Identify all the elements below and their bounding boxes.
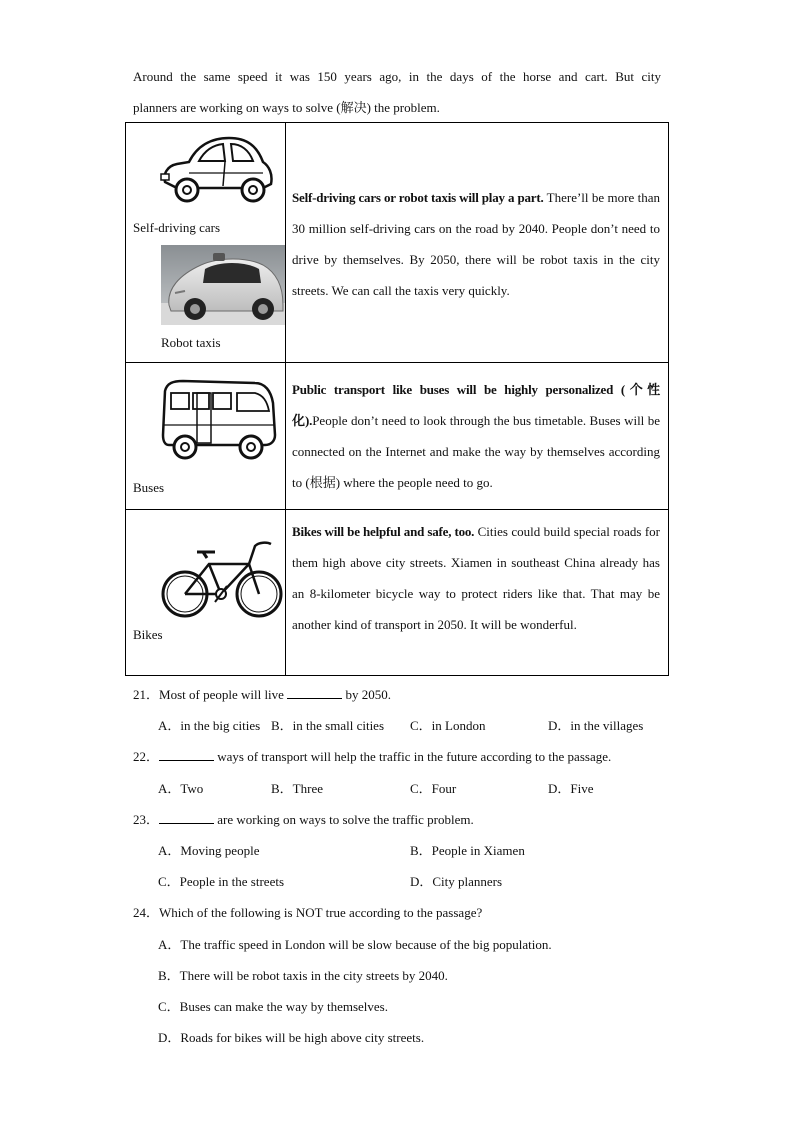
intro-paragraph [133, 61, 661, 123]
question-22 [133, 746, 611, 765]
option-21-d[interactable]: D．in the villages [548, 718, 644, 733]
text-cell-cars [286, 123, 669, 363]
table-row-bikes [126, 510, 669, 676]
option-21-c[interactable]: C．in London [410, 718, 486, 733]
bikes-topic-sentence: Bikes will be helpful and safe, too. [292, 524, 475, 539]
option-23-d[interactable]: D．City planners [410, 874, 503, 889]
option-24-a[interactable]: A．The traffic speed in London will be slow because of the big population. [158, 937, 552, 952]
question-text-tail: ways of transport will help the traffic in the future according to the passage. [214, 749, 612, 764]
answer-blank[interactable] [287, 686, 342, 699]
label-buses: Buses [133, 480, 165, 495]
question-number: 21． [133, 687, 160, 702]
answer-blank[interactable] [159, 748, 214, 761]
question-23 [133, 809, 474, 828]
text-cell-bikes [286, 510, 669, 676]
pic-cell-bikes [126, 510, 286, 676]
option-22-c[interactable]: C．Four [410, 781, 457, 796]
label-robot-taxis: Robot taxis [161, 335, 221, 350]
cars-paragraph [292, 182, 660, 306]
bike-drawing-image [159, 536, 285, 620]
bikes-paragraph [292, 516, 660, 640]
option-23-b[interactable]: B．People in Xiamen [410, 843, 525, 858]
question-text: Most of people will live [159, 687, 288, 702]
label-bikes: Bikes [133, 627, 163, 642]
option-21-a[interactable]: A．in the big cities [158, 718, 261, 733]
reading-table [125, 122, 669, 676]
text-cell-buses [286, 363, 669, 510]
option-24-c[interactable]: C．Buses can make the way by themselves. [158, 999, 388, 1014]
option-21-b[interactable]: B．in the small cities [271, 718, 385, 733]
option-24-b[interactable]: B．There will be robot taxis in the city streets by 2040. [158, 968, 448, 983]
question-text-tail: by 2050. [342, 687, 391, 702]
answer-blank[interactable] [159, 811, 214, 824]
option-22-a[interactable]: A．Two [158, 781, 204, 796]
bus-drawing-image [159, 375, 277, 463]
question-24 [133, 902, 482, 921]
table-row-cars [126, 123, 669, 363]
bikes-body-text: Cities could build special roads for them high above city streets. Xiamen in southeast China already has an 8-kilometer bicycle way to protect riders like that. That may be another kind of transport in 2050. It will be wonderful. [292, 524, 660, 632]
pic-cell-cars [126, 123, 286, 363]
label-self-driving-cars: Self-driving cars [133, 220, 221, 235]
question-text: Which of the following is NOT true according to the passage? [159, 905, 483, 920]
car-drawing-image [159, 128, 275, 208]
pic-cell-buses [126, 363, 286, 510]
question-number: 23． [133, 812, 160, 827]
buses-paragraph [292, 374, 660, 498]
option-22-d[interactable]: D．Five [548, 781, 594, 796]
robot-taxi-photo [161, 245, 285, 325]
cars-body-text: There’ll be more than 30 million self-driving cars on the road by 2040. People don’t need to drive by themselves. By 2050, there will be robot taxis in the city streets. We can call the taxis very quickly. [292, 190, 660, 298]
question-21 [133, 684, 391, 703]
intro-line-1: Around the same speed it was 150 years ago, in the days of the horse and cart. But city [133, 69, 661, 84]
option-23-c[interactable]: C．People in the streets [158, 874, 285, 889]
buses-body-text: People don’t need to look through the bus timetable. Buses will be connected on the Internet and make the way by themselves according to (根据) where the people need to go. [292, 413, 661, 490]
option-22-b[interactable]: B．Three [271, 781, 323, 796]
question-number: 22． [133, 749, 160, 764]
cars-topic-sentence: Self-driving cars or robot taxis will play a part. [292, 190, 544, 205]
table-row-buses [126, 363, 669, 510]
question-text-tail: are working on ways to solve the traffic problem. [214, 812, 474, 827]
option-24-d[interactable]: D．Roads for bikes will be high above city streets. [158, 1030, 425, 1045]
buses-topic-sentence: Public transport like buses will be highly personalized (个性化). [292, 382, 660, 428]
question-number: 24． [133, 905, 160, 920]
option-23-a[interactable]: A．Moving people [158, 843, 260, 858]
intro-line-2: planners are working on ways to solve (解决) the problem. [133, 100, 440, 115]
